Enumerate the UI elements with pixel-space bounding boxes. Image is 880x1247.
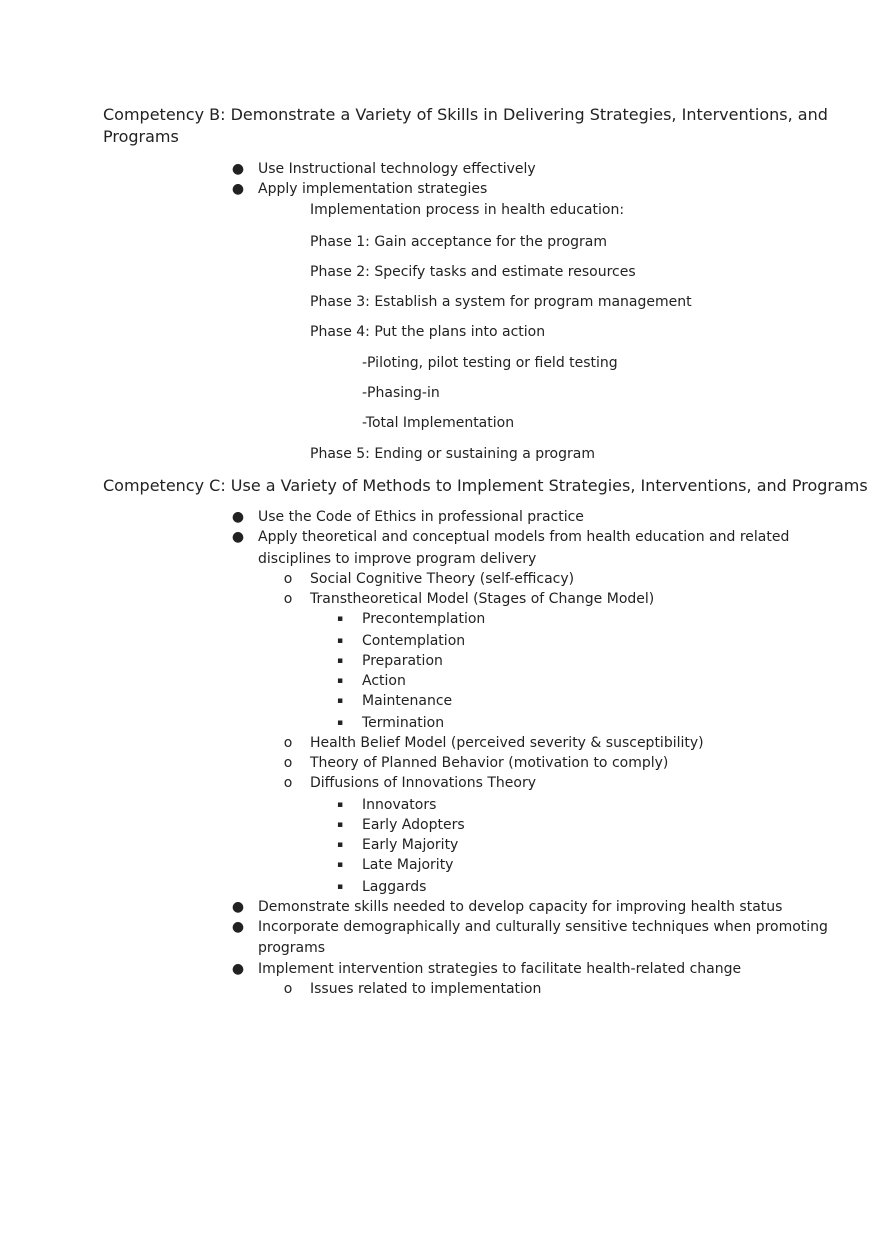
competency-b-heading: Competency B: Demonstrate a Variety of Skills in Delivering Strategies, Interventions, and — [103, 105, 828, 124]
bullet-square: ▪ — [336, 840, 344, 850]
stage-item: Maintenance — [362, 693, 453, 709]
list-item: Incorporate demographically and culturally sensitive techniques when promoting — [258, 919, 828, 935]
bullet-dot: ● — [231, 529, 245, 545]
adopter-item: Early Adopters — [362, 817, 465, 833]
bullet-dot: ● — [231, 919, 245, 935]
list-item: Implement intervention strategies to facilitate health-related change — [258, 961, 742, 977]
bullet-circle: o — [283, 591, 293, 607]
list-item-cont: programs — [258, 940, 326, 956]
phase4-subitem: -Piloting, pilot testing or field testing — [362, 355, 618, 371]
bullet-dot: ● — [231, 509, 245, 525]
model-item: Theory of Planned Behavior (motivation to comply) — [310, 755, 669, 771]
bullet-square: ▪ — [336, 718, 344, 728]
competency-b-heading-cont: Programs — [103, 127, 179, 146]
adopter-item: Early Majority — [362, 837, 459, 853]
list-item: Apply theoretical and conceptual models from health education and related — [258, 529, 790, 545]
adopter-item: Late Majority — [362, 857, 454, 873]
model-item: Health Belief Model (perceived severity & susceptibility) — [310, 735, 704, 751]
bullet-square: ▪ — [336, 820, 344, 830]
sub-item: Issues related to implementation — [310, 981, 542, 997]
list-item: Use the Code of Ethics in professional practice — [258, 509, 584, 525]
model-item: Social Cognitive Theory (self-efficacy) — [310, 571, 575, 587]
bullet-square: ▪ — [336, 882, 344, 892]
model-item: Transtheoretical Model (Stages of Change Model) — [310, 591, 655, 607]
bullet-circle: o — [283, 981, 293, 997]
bullet-dot: ● — [231, 899, 245, 915]
bullet-dot: ● — [231, 181, 245, 197]
bullet-square: ▪ — [336, 696, 344, 706]
stage-item: Action — [362, 673, 406, 689]
list-item: Apply implementation strategies — [258, 181, 488, 197]
competency-c-heading: Competency C: Use a Variety of Methods to Implement Strategies, Interventions, and Programs — [103, 476, 868, 495]
stage-item: Termination — [362, 715, 445, 731]
bullet-dot: ● — [231, 961, 245, 977]
phase4-subitem: -Phasing-in — [362, 385, 440, 401]
phase-item: Phase 4: Put the plans into action — [310, 324, 546, 340]
phase4-subitem: -Total Implementation — [362, 415, 515, 431]
list-item: Use Instructional technology effectively — [258, 161, 536, 177]
process-title: Implementation process in health education: — [310, 202, 625, 218]
bullet-square: ▪ — [336, 800, 344, 810]
bullet-circle: o — [283, 571, 293, 587]
bullet-square: ▪ — [336, 636, 344, 646]
phase-item: Phase 2: Specify tasks and estimate resources — [310, 264, 636, 280]
stage-item: Preparation — [362, 653, 443, 669]
bullet-dot: ● — [231, 161, 245, 177]
adopter-item: Laggards — [362, 879, 427, 895]
bullet-circle: o — [283, 775, 293, 791]
bullet-square: ▪ — [336, 614, 344, 624]
bullet-square: ▪ — [336, 860, 344, 870]
bullet-circle: o — [283, 735, 293, 751]
phase-item: Phase 1: Gain acceptance for the program — [310, 234, 608, 250]
adopter-item: Innovators — [362, 797, 437, 813]
phase-item: Phase 5: Ending or sustaining a program — [310, 446, 595, 462]
stage-item: Contemplation — [362, 633, 466, 649]
phase-item: Phase 3: Establish a system for program management — [310, 294, 692, 310]
bullet-square: ▪ — [336, 656, 344, 666]
list-item: Demonstrate skills needed to develop capacity for improving health status — [258, 899, 783, 915]
list-item-cont: disciplines to improve program delivery — [258, 551, 537, 567]
stage-item: Precontemplation — [362, 611, 486, 627]
bullet-circle: o — [283, 755, 293, 771]
model-item: Diffusions of Innovations Theory — [310, 775, 537, 791]
bullet-square: ▪ — [336, 676, 344, 686]
